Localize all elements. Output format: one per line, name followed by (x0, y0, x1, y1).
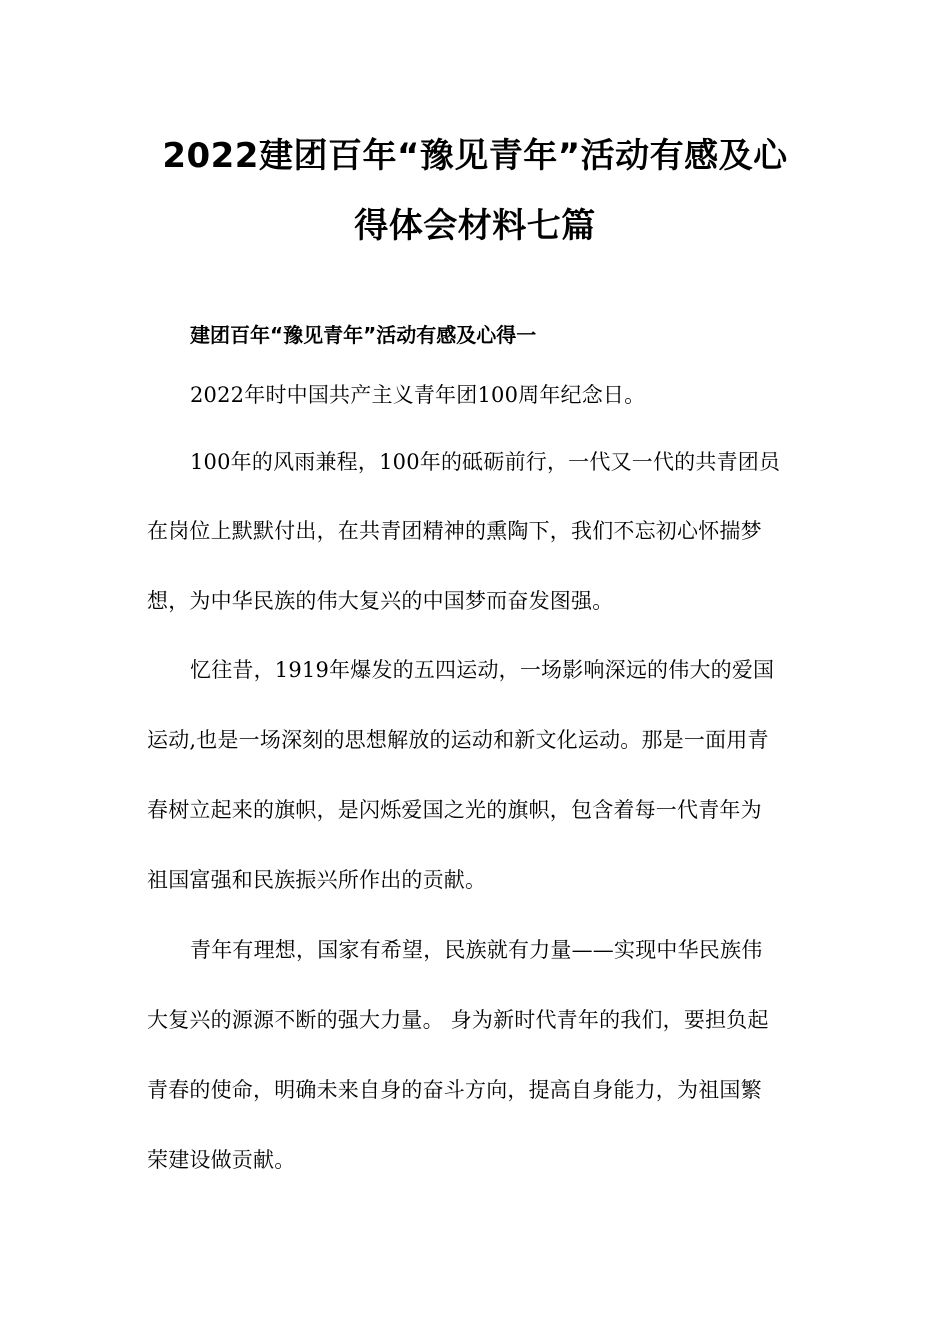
body-line: 忆往昔，1919年爆发的五四运动，一场影响深远的伟大的爱国 (190, 658, 775, 682)
body-line: 祖国富强和民族振兴所作出的贡献。 (147, 868, 487, 892)
body-line: 想，为中华民族的伟大复兴的中国梦而奋发图强。 (147, 589, 614, 613)
section-heading: 建团百年“豫见青年”活动有感及心得一 (190, 323, 537, 347)
body-line: 2022年时中国共产主义青年团100周年纪念日。 (190, 383, 646, 407)
body-line: 大复兴的源源不断的强大力量。 身为新时代青年的我们，要担负起 (147, 1008, 769, 1032)
body-line: 青年有理想，国家有希望，民族就有力量——实现中华民族伟 (190, 938, 763, 962)
document-title-line-1: 2022建团百年“豫见青年”活动有感及心 (162, 136, 788, 176)
body-line: 运动,也是一场深刻的思想解放的运动和新文化运动。那是一面用青 (147, 728, 769, 752)
body-line: 100年的风雨兼程，100年的砥砺前行，一代又一代的共青团员 (190, 450, 781, 474)
document-title-line-2: 得体会材料七篇 (354, 206, 596, 246)
body-line: 在岗位上默默付出，在共青团精神的熏陶下，我们不忘初心怀揣梦 (147, 519, 762, 543)
body-line: 春树立起来的旗帜，是闪烁爱国之光的旗帜，包含着每一代青年为 (147, 798, 762, 822)
body-line: 青春的使命，明确未来自身的奋斗方向，提高自身能力，为祖国繁 (147, 1078, 762, 1102)
body-line: 荣建设做贡献。 (147, 1148, 296, 1172)
